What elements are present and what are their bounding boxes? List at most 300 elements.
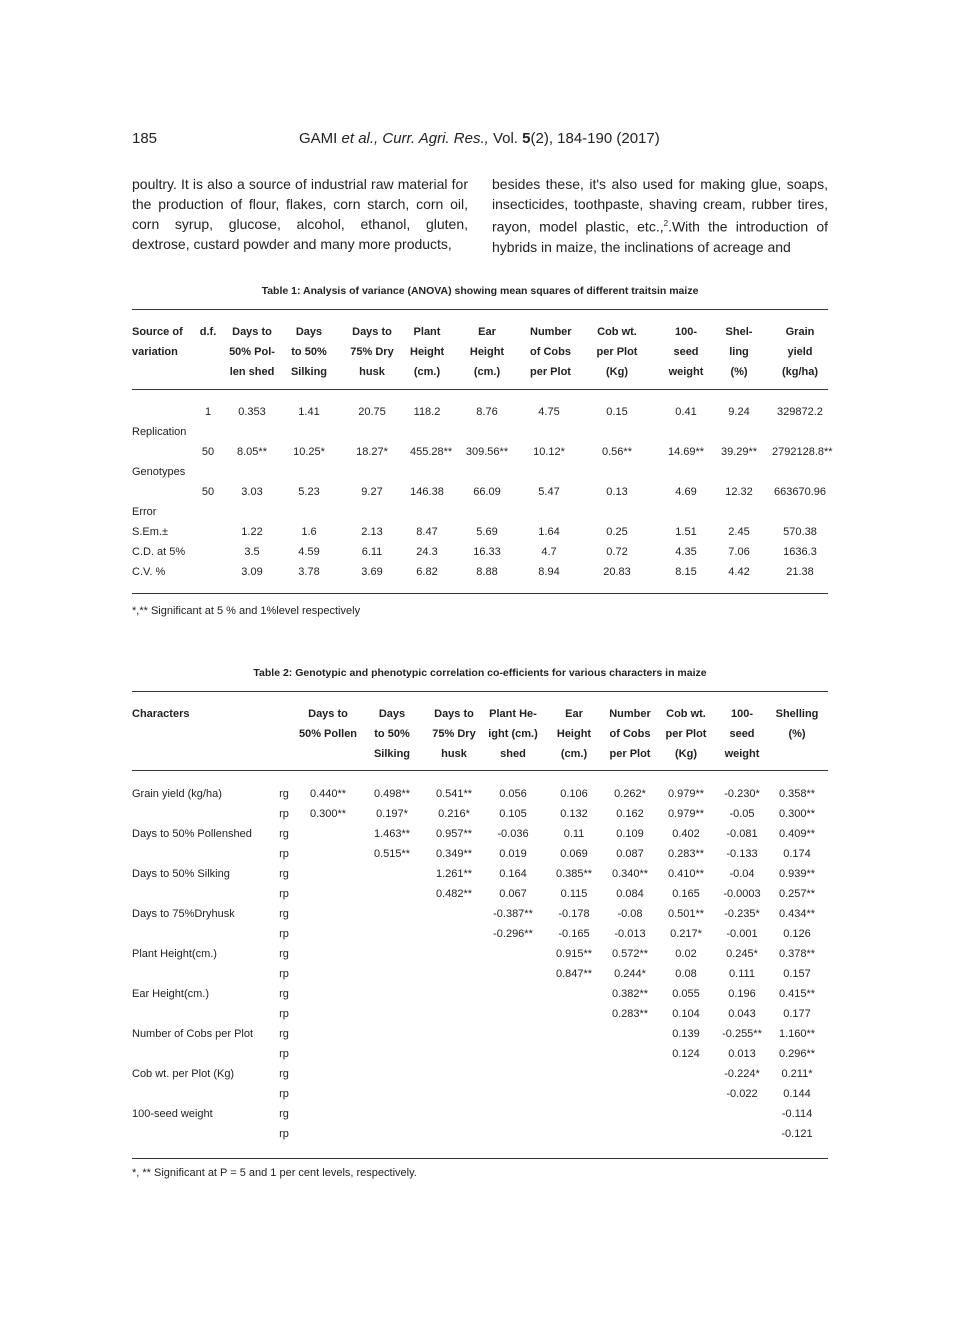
table-cell: -0.04 (729, 868, 755, 880)
table1-header-line: Grain (785, 326, 815, 338)
table1-header-line: 50% Pol- (229, 346, 275, 358)
table-row (132, 844, 828, 864)
table1-header-line: seed (673, 346, 699, 358)
table-cell: -0.0003 (723, 888, 761, 900)
table-cell: 0.162 (616, 808, 644, 820)
table-cell: 4.69 (675, 486, 697, 498)
table-cell: 1.22 (241, 526, 263, 538)
table-cell (296, 1024, 360, 1044)
table-cell (196, 542, 220, 562)
table-cell: 8.76 (476, 406, 498, 418)
table-cell (424, 1124, 484, 1144)
table-cell (132, 402, 196, 422)
table2-header-cell (606, 704, 654, 764)
table-cell: rp (279, 1128, 289, 1140)
table1-header-line: 75% Dry (350, 346, 394, 358)
table-cell: rg (279, 948, 289, 960)
table-row (132, 1084, 828, 1104)
table-cell: 0.043 (728, 1008, 756, 1020)
table-cell (530, 422, 568, 442)
table-cell (132, 1084, 272, 1104)
table-cell: 0.283** (611, 1008, 649, 1020)
table-cell: 0.216* (438, 808, 470, 820)
table-cell (530, 502, 568, 522)
table-cell (296, 864, 360, 884)
table2-header-line: husk (441, 748, 467, 760)
table-cell: 0.979** (667, 808, 705, 820)
table-cell (132, 1044, 272, 1064)
table1-header-line: (Kg) (606, 366, 628, 378)
table-cell (132, 804, 272, 824)
table-cell (196, 502, 220, 522)
table-cell: 0.11 (563, 828, 585, 840)
table1-bottom-rule (132, 593, 828, 594)
table-cell (666, 462, 706, 482)
table-cell (360, 884, 424, 904)
table-cell: 100-seed weight (132, 1108, 213, 1120)
table1-header-line: Days to (352, 326, 392, 338)
table1-header-line: variation (132, 346, 178, 358)
table1-header-line: Number (530, 326, 572, 338)
table-cell (220, 462, 284, 482)
table-cell (542, 1124, 606, 1144)
table-cell (132, 884, 272, 904)
table-cell: 0.084 (616, 888, 644, 900)
table-cell: 0.067 (499, 888, 527, 900)
table1-header-cell (666, 322, 706, 382)
table1-footnote: *,** Significant at 5 % and 1%level respectively (132, 605, 361, 617)
table-cell: 0.177 (783, 1008, 811, 1020)
table-cell (360, 1084, 424, 1104)
table-cell: rg (279, 1028, 289, 1040)
table2-header-line: ight (cm.) (488, 728, 538, 740)
table1-header-line: Days (295, 326, 323, 338)
table-cell (484, 1004, 542, 1024)
table-cell: rp (279, 1048, 289, 1060)
table2-correlation (132, 704, 828, 1144)
table-cell (296, 1004, 360, 1024)
table2-header-line: Plant He- (489, 708, 537, 720)
table1-spacer-row (132, 382, 828, 402)
table-cell (706, 422, 772, 442)
table-cell: 66.09 (473, 486, 501, 498)
table1-header-line: len shed (229, 366, 275, 378)
table1-header-cell (568, 322, 666, 382)
table-cell: 1.6 (301, 526, 317, 538)
table-cell: 0.124 (672, 1048, 700, 1060)
table2-header-line: per Plot (665, 728, 707, 740)
table-cell: 0.402 (672, 828, 700, 840)
table-cell: 309.56** (465, 446, 509, 458)
table1-header-line: per Plot (530, 366, 571, 378)
table-cell: C.D. at 5% (132, 546, 186, 558)
table-cell: 4.42 (728, 566, 750, 578)
table-cell: 0.501** (667, 908, 705, 920)
table-cell: 2.45 (728, 526, 750, 538)
table1-header-line: Height (410, 346, 445, 358)
table-cell (718, 1124, 766, 1144)
table-cell: 0.847** (555, 968, 593, 980)
table-row (132, 984, 828, 1004)
body-right-text-start: besides these, it's also used for making glue, soaps, insecticides, toothpaste, shaving cream, rubber tires, rayon, model plastic, etc., (492, 176, 828, 235)
table2-header-line (272, 724, 296, 744)
table2-header-line (272, 704, 296, 724)
table-cell (410, 502, 444, 522)
table2-header-cell (654, 704, 718, 764)
table-cell (484, 1064, 542, 1084)
table-cell: Number of Cobs per Plot (132, 1028, 254, 1040)
table-cell: Error (132, 506, 157, 518)
table-cell: 0.069 (560, 848, 588, 860)
running-head-journal: et al., Curr. Agri. Res., (341, 130, 489, 147)
table-cell: 1.463** (373, 828, 411, 840)
table-cell: -0.081 (726, 828, 758, 840)
table1-top-rule (132, 309, 828, 310)
table-cell: 0.482** (435, 888, 473, 900)
table-cell (410, 462, 444, 482)
table-cell: rg (279, 1068, 289, 1080)
table-cell: 8.88 (476, 566, 498, 578)
table-cell (296, 964, 360, 984)
table-row (132, 482, 828, 502)
table-cell: 0.25 (606, 526, 628, 538)
table-cell (772, 462, 828, 482)
table-cell: 0.378** (778, 948, 816, 960)
table-cell: rp (279, 968, 289, 980)
table-cell: 0.979** (667, 788, 705, 800)
table2-header-line: (Kg) (675, 748, 697, 760)
table-cell (484, 1124, 542, 1144)
table-cell: -0.165 (558, 928, 590, 940)
table1-header-line: (kg/ha) (781, 366, 819, 378)
table1-header-cell (334, 322, 410, 382)
table-cell (360, 1004, 424, 1024)
table-cell (296, 824, 360, 844)
table-cell: -0.001 (726, 928, 758, 940)
table-row (132, 1124, 828, 1144)
table-row (132, 824, 828, 844)
table-cell (132, 964, 272, 984)
table-cell (542, 1064, 606, 1084)
table-cell: 6.82 (416, 566, 438, 578)
table-cell: 6.11 (361, 546, 383, 558)
table-cell (196, 462, 220, 482)
table-cell: -0.178 (558, 908, 590, 920)
table1-header-cell (196, 322, 220, 382)
running-header (299, 130, 660, 147)
table-cell: rp (279, 808, 289, 820)
table-cell: 20.75 (358, 406, 386, 418)
table2-header-line: Ear (565, 708, 583, 720)
table-cell (132, 482, 196, 502)
table2-header-cell (296, 704, 360, 764)
table1-spacer-cell (132, 382, 828, 402)
table-cell: C.V. % (132, 566, 166, 578)
table-cell: 3.09 (241, 566, 263, 578)
table-cell: 0.013 (728, 1048, 756, 1060)
table-cell: 455.28** (410, 446, 453, 458)
table-cell (706, 462, 772, 482)
table-cell (424, 924, 484, 944)
table-cell: 5.23 (298, 486, 320, 498)
table-row (132, 964, 828, 984)
table2-header-line: seed (729, 728, 755, 740)
table-cell: 4.59 (298, 546, 320, 558)
table-cell: rg (279, 1108, 289, 1120)
table-cell (606, 1084, 654, 1104)
table-row (132, 422, 828, 442)
table-cell: -0.235* (724, 908, 760, 920)
table-cell: rg (279, 828, 289, 840)
table-cell (444, 422, 530, 442)
table-cell: 7.06 (728, 546, 750, 558)
table-cell (444, 502, 530, 522)
table-cell (284, 502, 334, 522)
table1-header-line: Source of (132, 326, 183, 338)
table-cell: rg (279, 788, 289, 800)
table-cell (424, 1084, 484, 1104)
table-cell: 0.572** (611, 948, 649, 960)
body-right-text-end: .With the introduction of hybrids in maize, the inclinations of acreage and (492, 218, 828, 255)
table-cell: -0.022 (726, 1088, 758, 1100)
table-cell (424, 984, 484, 1004)
table-cell (484, 1024, 542, 1044)
table2-header-line: Silking (373, 748, 411, 760)
table-cell: rp (279, 1088, 289, 1100)
table-cell (424, 1004, 484, 1024)
table-cell: -0.036 (497, 828, 529, 840)
table-cell (666, 502, 706, 522)
table-cell: 570.38 (783, 526, 817, 538)
table-cell: 0.132 (560, 808, 588, 820)
table-cell: 16.33 (473, 546, 501, 558)
table1-header-line: yield (787, 346, 813, 358)
table-cell: 329872.2 (777, 406, 823, 418)
table1-header-cell (772, 322, 828, 382)
table-row (132, 804, 828, 824)
table-row (132, 884, 828, 904)
table-cell: 1 (204, 406, 212, 418)
table-cell (606, 1124, 654, 1144)
table-cell (424, 1064, 484, 1084)
table1-header-line (132, 362, 196, 382)
table-cell: -0.255** (722, 1028, 762, 1040)
table-cell: 0.283** (667, 848, 705, 860)
table1-header-line (196, 342, 220, 362)
table-row (132, 1064, 828, 1084)
table-cell: 0.211* (781, 1068, 813, 1080)
table-cell (196, 562, 220, 582)
table-cell: -0.224* (724, 1068, 760, 1080)
table2-header-line: (%) (788, 728, 806, 740)
table1-header-cell (284, 322, 334, 382)
table-cell (360, 924, 424, 944)
table-cell (284, 422, 334, 442)
table-cell: 0.915** (555, 948, 593, 960)
running-head-issue: (2), 184-190 (2017) (530, 130, 660, 147)
table-cell: 0.197* (376, 808, 408, 820)
table-cell (296, 944, 360, 964)
table-cell: Days to 75%Dryhusk (132, 908, 235, 920)
table-cell: S.Em.± (132, 526, 168, 538)
table2-spacer-row (132, 764, 828, 784)
table-cell (542, 1024, 606, 1044)
table-row (132, 462, 828, 482)
table-cell: 3.69 (361, 566, 383, 578)
table-cell: Cob wt. per Plot (Kg) (132, 1068, 235, 1080)
table-cell (360, 1064, 424, 1084)
table2-header-line (132, 724, 272, 744)
table-cell (132, 442, 196, 462)
table-cell (424, 1104, 484, 1124)
table-cell (132, 844, 272, 864)
table-cell: 1.261** (435, 868, 473, 880)
table-cell (360, 1124, 424, 1144)
table2-header-line: per Plot (609, 748, 651, 760)
table-cell: 0.109 (616, 828, 644, 840)
table-row (132, 1024, 828, 1044)
table-cell: 3.78 (298, 566, 320, 578)
table-cell (360, 1104, 424, 1124)
table-cell: 0.019 (499, 848, 527, 860)
table2-header-line: Characters (132, 708, 190, 720)
table2-header-cell (484, 704, 542, 764)
table-cell: 0.541** (435, 788, 473, 800)
table2-top-rule (132, 691, 828, 692)
table-cell (296, 904, 360, 924)
table-cell (542, 984, 606, 1004)
table-cell: 2.13 (361, 526, 383, 538)
table-cell (196, 522, 220, 542)
table1-header-cell (444, 322, 530, 382)
table1-header-line: (cm.) (473, 366, 501, 378)
table-cell: -0.387** (493, 908, 533, 920)
table-cell (424, 964, 484, 984)
table-cell: 10.25* (293, 446, 325, 458)
table-row (132, 502, 828, 522)
table2-header-line: Cob wt. (666, 708, 706, 720)
table-cell (334, 422, 410, 442)
table1-header-line: Silking (290, 366, 328, 378)
table2-header-line: 100- (730, 708, 754, 720)
table-cell (606, 1024, 654, 1044)
table2-header-cell (360, 704, 424, 764)
table-cell: rg (279, 908, 289, 920)
table-row (132, 924, 828, 944)
table1-header-line: per Plot (596, 346, 638, 358)
table2-header-row (132, 704, 828, 764)
table2-header-line: 75% Dry (432, 728, 476, 740)
table2-header-line: Number (609, 708, 651, 720)
table-cell: 39.29** (720, 446, 758, 458)
table-cell (360, 864, 424, 884)
table-cell: 0.126 (783, 928, 811, 940)
table-cell: 1.160** (778, 1028, 816, 1040)
table-cell (654, 1104, 718, 1124)
table-cell (296, 984, 360, 1004)
table-cell (410, 422, 444, 442)
table-cell (654, 1124, 718, 1144)
table1-header-line: weight (668, 366, 704, 378)
table1-header-line: of Cobs (530, 346, 571, 358)
table-cell: 0.300** (309, 808, 347, 820)
table-cell (542, 1004, 606, 1024)
table-cell: 0.157 (783, 968, 811, 980)
table2-header-cell (718, 704, 766, 764)
table-cell: 1.51 (675, 526, 697, 538)
table-cell: 5.69 (476, 526, 498, 538)
table2-header-line: of Cobs (609, 728, 651, 740)
table-cell: 0.262* (614, 788, 646, 800)
table-cell: 0.434** (778, 908, 816, 920)
table-cell: 0.358** (778, 788, 816, 800)
table-cell: -0.08 (617, 908, 643, 920)
table-cell (296, 844, 360, 864)
table-row (132, 542, 828, 562)
table2-body (132, 764, 828, 1144)
table-cell (484, 984, 542, 1004)
table2-header-line (272, 744, 296, 764)
table1-header-cell (530, 322, 572, 382)
table-cell: 0.939** (778, 868, 816, 880)
table-cell: 0.385** (555, 868, 593, 880)
table-row (132, 402, 828, 422)
table1-header-line: husk (359, 366, 385, 378)
table-cell (424, 1044, 484, 1064)
table-cell: 0.41 (675, 406, 697, 418)
table-cell: -0.121 (781, 1128, 813, 1140)
body-right-column (492, 174, 828, 257)
table-cell: rp (279, 928, 289, 940)
table-cell: 0.245* (726, 948, 758, 960)
table-cell: -0.05 (729, 808, 755, 820)
table2-spacer-cell (132, 764, 828, 784)
table-cell: -0.013 (614, 928, 646, 940)
table-cell: Grain yield (kg/ha) (132, 788, 222, 800)
table-cell: 50 (201, 446, 215, 458)
table-row (132, 784, 828, 804)
table-cell: 0.13 (606, 486, 628, 498)
table-cell: 0.300** (778, 808, 816, 820)
table-cell (296, 884, 360, 904)
table-cell: 0.498** (373, 788, 411, 800)
table-cell: 4.35 (675, 546, 697, 558)
table-cell (360, 1044, 424, 1064)
table1-header-line: 100- (674, 326, 698, 338)
table-cell: rp (279, 888, 289, 900)
table-cell: 0.115 (560, 888, 588, 900)
table-row (132, 864, 828, 884)
table-cell: 0.415** (778, 988, 816, 1000)
table1-header-line: (%) (730, 366, 748, 378)
table-cell (424, 944, 484, 964)
table1-header-line: Ear (478, 326, 496, 338)
table-cell: -0.133 (726, 848, 758, 860)
table-cell: 4.7 (541, 546, 557, 558)
table-cell: Genotypes (132, 466, 186, 478)
table2-header-line: to 50% (374, 728, 410, 740)
table-cell: 20.83 (603, 566, 631, 578)
table-cell: 0.105 (499, 808, 527, 820)
table-cell: 0.056 (499, 788, 527, 800)
table-cell (606, 1044, 654, 1064)
table2-header-line: Days (378, 708, 406, 720)
table-cell: 0.139 (672, 1028, 700, 1040)
table-cell (132, 924, 272, 944)
table-cell: 0.106 (560, 788, 588, 800)
table-cell: 9.24 (728, 406, 750, 418)
table2-header-line: Shelling (775, 708, 819, 720)
